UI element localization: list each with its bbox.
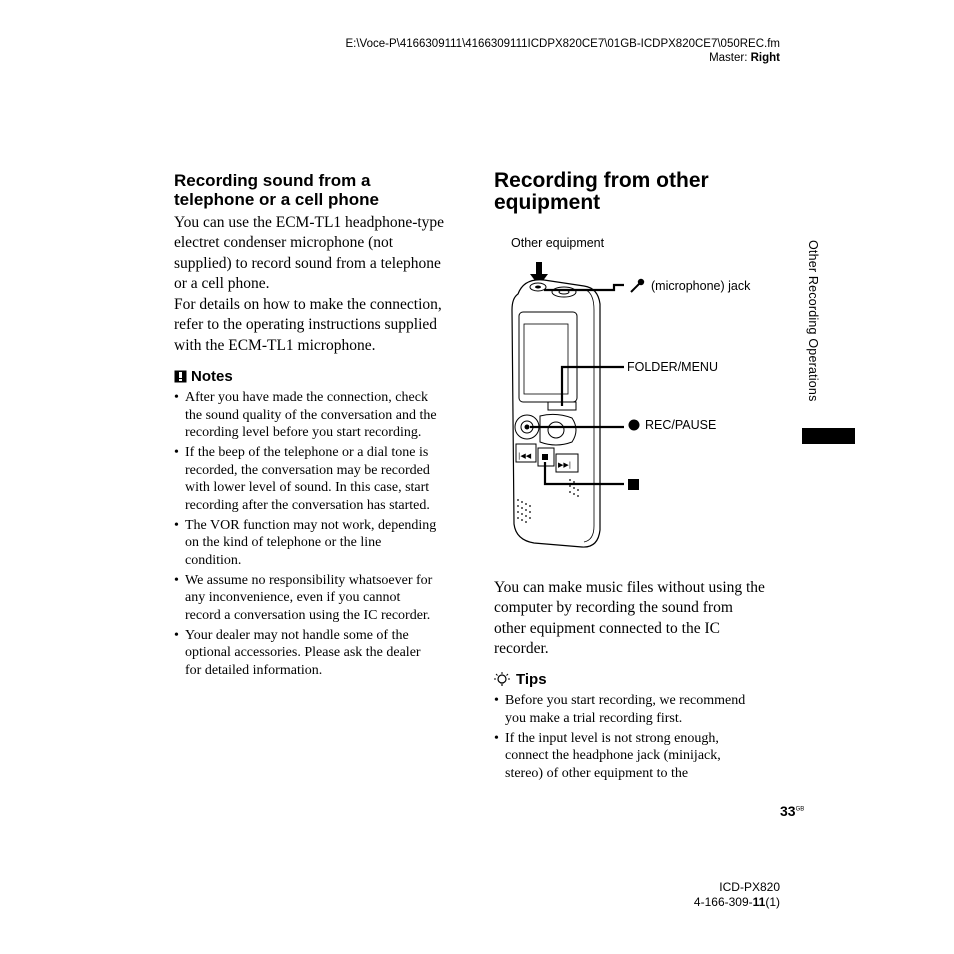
side-tab-marker (802, 428, 855, 444)
footer (694, 880, 780, 910)
left-paragraph-1 (174, 213, 444, 294)
lightbulb-icon (494, 672, 510, 688)
tips-heading (494, 671, 547, 688)
page-number (780, 803, 804, 819)
footer-code-prefix: 4-166-309- (693, 895, 753, 909)
text-line: for detailed information. (185, 662, 323, 678)
list-item: • If the beep of the telephone or a dial tone is recorded, the conversation may be recorded with lower level of sound. In this case, start recording after the conversation has started. (174, 444, 474, 514)
text-line: supplied) to record sound from a telephone (174, 254, 441, 272)
label-rec-pause-text: REC/PAUSE (645, 418, 717, 432)
footer-code-suffix: (1) (765, 895, 780, 909)
text-line: stereo) of other equipment to the (505, 765, 689, 781)
left-heading-line2: telephone or a cell phone (174, 190, 379, 209)
list-item: • If the input level is not strong enough, connect the headphone jack (minijack, stereo) of other equipment to the (494, 730, 794, 783)
text-line: other equipment connected to the IC (494, 619, 720, 637)
list-item: • After you have made the connection, check the sound quality of the conversation and the recording level before you start recording. (174, 389, 474, 442)
text-line: The VOR function may not work, depending (185, 517, 437, 533)
label-folder-menu: FOLDER/MENU (627, 360, 718, 374)
text-line: with lower level of sound. In this case, start (185, 480, 430, 495)
footer-code (694, 895, 780, 910)
recorder-figure (494, 230, 784, 560)
left-heading (174, 171, 379, 209)
list-item: • The VOR function may not work, depending on the kind of telephone or the line condition. (174, 517, 474, 570)
text-line: recorded, the conversation may be recorded (185, 462, 430, 478)
side-tab-label: Other Recording Operations (806, 240, 820, 402)
left-paragraph-2 (174, 295, 442, 356)
svg-text:▶▶|: ▶▶| (558, 461, 572, 469)
text-line: If the input level is not strong enough, (505, 730, 719, 746)
master-value: Right (750, 52, 780, 64)
label-mic-jack-text: (microphone) jack (651, 279, 751, 293)
notes-heading-text: Notes (191, 368, 233, 385)
text-line: the sound quality of the conversation and the (185, 407, 437, 423)
text-line: Your dealer may not handle some of the (185, 627, 409, 643)
text-line: connect the headphone jack (minijack, (505, 748, 721, 763)
text-line: You can use the ECM-TL1 headphone-type (174, 214, 445, 231)
label-rec-pause (628, 418, 716, 432)
tips-list (494, 692, 794, 785)
notes-heading (174, 368, 233, 385)
record-dot-icon (628, 419, 640, 431)
text-line: You can make music files without using the (494, 579, 765, 596)
page-number-suffix: GB (795, 806, 805, 813)
master-label (709, 52, 780, 64)
text-line: recording level before you start recording. (185, 425, 422, 440)
text-line: After you have made the connection, check (185, 390, 428, 405)
notes-icon (174, 370, 187, 383)
text-line: condition. (185, 552, 242, 568)
right-heading-line1: Recording from other (494, 169, 709, 192)
text-line: refer to the operating instructions supplied (174, 316, 438, 334)
text-line: computer by recording the sound from (494, 599, 733, 617)
text-line: Before you start recording, we recommend (505, 693, 746, 708)
notes-list (174, 389, 474, 682)
text-line: electret condenser microphone (not (174, 234, 394, 252)
tips-heading-text: Tips (516, 671, 547, 688)
master-prefix: Master: (709, 52, 751, 64)
right-paragraph (494, 578, 765, 659)
label-mic-jack (629, 278, 750, 294)
text-line: you make a trial recording first. (505, 710, 683, 726)
text-line: If the beep of the telephone or a dial tone is (185, 445, 429, 460)
text-line: or a cell phone. (174, 274, 270, 292)
label-other-equipment: Other equipment (511, 236, 605, 250)
list-item: • We assume no responsibility whatsoever for any inconvenience, even if you cannot record a conversation using the IC recorder. (174, 572, 474, 625)
text-line: record a conversation using the IC recorder. (185, 607, 431, 623)
file-path: E:\Voce-P\4166309111\4166309111ICDPX820CE7\01GB-ICDPX820CE7\050REC.fm (345, 38, 780, 50)
svg-text:|◀◀: |◀◀ (518, 452, 532, 460)
label-stop (628, 477, 639, 495)
right-heading-line2: equipment (494, 191, 601, 214)
text-line: optional accessories. Please ask the dealer (185, 645, 421, 660)
text-line: with the ECM-TL1 microphone. (174, 336, 376, 354)
list-item: • Your dealer may not handle some of the optional accessories. Please ask the dealer for detailed information. (174, 627, 474, 680)
footer-model: ICD-PX820 (719, 880, 780, 894)
footer-code-bold: 11 (752, 895, 766, 909)
right-heading (494, 170, 709, 214)
text-line: any inconvenience, even if you cannot (185, 590, 401, 605)
text-line: recording after the conversation has started. (185, 497, 430, 513)
left-heading-line1: Recording sound from a (174, 171, 371, 190)
microphone-icon (629, 278, 645, 294)
text-line: For details on how to make the connection, (174, 296, 442, 313)
list-item: • Before you start recording, we recommend you make a trial recording first. (494, 692, 794, 727)
text-line: on the kind of telephone or the line (185, 535, 382, 550)
text-line: We assume no responsibility whatsoever for (185, 572, 433, 588)
text-line: recorder. (494, 639, 549, 657)
stop-icon (628, 479, 639, 490)
page-number-value: 33 (780, 803, 796, 819)
